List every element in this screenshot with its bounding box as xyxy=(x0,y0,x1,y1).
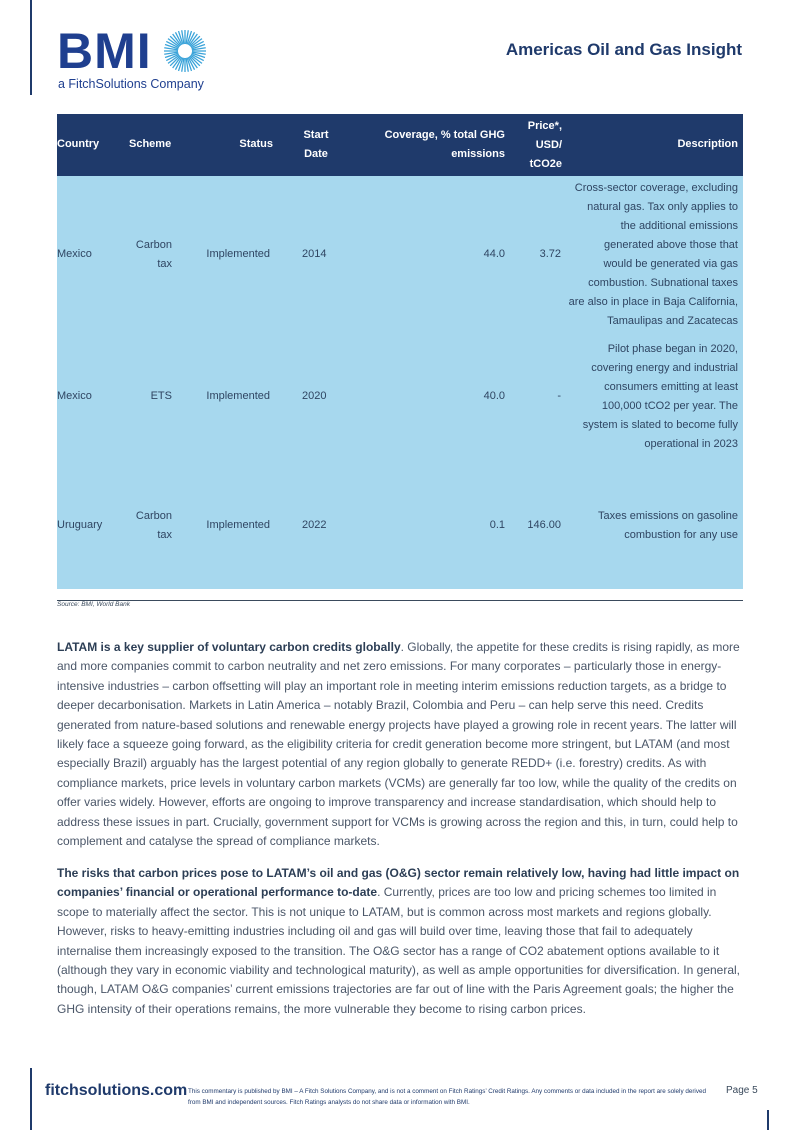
carbon-pricing-table xyxy=(57,114,743,589)
header-status: Status xyxy=(239,138,273,150)
header-country: Country xyxy=(57,138,100,150)
page-edge-line xyxy=(767,1110,769,1130)
cell-scheme: Carbon tax xyxy=(135,510,172,541)
bmi-logo[interactable] xyxy=(57,23,217,94)
cell-scheme: ETS xyxy=(150,390,172,402)
table-source-note: Source: BMI, World Bank xyxy=(57,601,130,608)
paragraph-text: . Currently, prices are too low and pricing schemes too limited in scope to materially affect the sector. This is not unique to LATAM, but is common across most markets and regions globally. However, risks to heavy-emitting industries including oil and gas will build over time, leaving those that fail to adequately internalise them increasingly exposed to the transition. The O&G sector has a range of CO2 abatement options available to it (although they vary in economic viability and technological maturity), as well as ample opportunities for diversification. In general, though, LATAM O&G companies’ current emissions trajectories are far out of line with the Paris Agreement goals; the higher the GHG intensity of their operations remains, the more vulnerable they become to rising carbon prices. xyxy=(57,885,741,1016)
body-paragraph xyxy=(57,638,743,851)
cell-scheme: Carbon tax xyxy=(135,239,172,270)
paragraph-lead: The risks that carbon prices pose to LATAM’s oil and gas (O&G) sector remain relatively low, having had little impact on companies’ financial or operational performance to-date xyxy=(57,866,740,900)
page-edge-line xyxy=(30,1068,32,1130)
cell-country: Mexico xyxy=(57,248,92,260)
cell-price: 146.00 xyxy=(527,519,561,531)
cell-start-date: 2020 xyxy=(302,390,327,402)
paragraph-lead: LATAM is a key supplier of voluntary carbon credits globally xyxy=(57,640,401,654)
cell-status: Implemented xyxy=(206,519,270,531)
table-bottom-rule xyxy=(57,600,743,601)
page-number: Page 5 xyxy=(726,1085,758,1096)
cell-price: - xyxy=(557,390,561,402)
cell-status: Implemented xyxy=(206,248,270,260)
table-header xyxy=(57,114,743,176)
logo-tagline: a FitchSolutions Company xyxy=(58,77,204,91)
cell-start-date: 2014 xyxy=(302,248,327,260)
report-title: Americas Oil and Gas Insight xyxy=(505,40,742,59)
cell-coverage: 40.0 xyxy=(483,390,505,402)
sunburst-logo-icon xyxy=(163,29,207,73)
body-paragraph xyxy=(57,864,743,1019)
logo-wordmark: BMI xyxy=(57,23,152,79)
cell-status: Implemented xyxy=(206,390,270,402)
cell-description: Cross-sector coverage, excluding natural gas. Tax only applies to the additional emissions generated above those that would be generated via gas combustion. Subnational taxes are also in place in Baja California, Tamaulipas and Zacatecas xyxy=(568,182,738,327)
page-edge-line xyxy=(30,0,32,95)
footer-disclaimer: This commentary is published by BMI – A Fitch Solutions Company, and is not a comment on Fitch Ratings’ Credit Ratings. Any comments or data included in the report are solely derived from BMI and independent sources. Fitch Ratings analysts do not share data or information with BMI. xyxy=(188,1088,706,1106)
header-description: Description xyxy=(677,138,738,150)
paragraph-text: . Globally, the appetite for these credits is rising rapidly, as more and more companies commit to carbon neutrality and net zero emissions. For many corporates – particularly those in energy-intensive industries – carbon offsetting will play an important role in meeting interim emissions reduction targets, as a bridge to deeper decarbonisation. Markets in Latin America – notably Brazil, Colombia and Peru – can help serve this need. Credits generated from nature-based solutions and renewable energy projects have played a growing role in recent years. The latter will likely face a squeeze going forward, as the eligibility criteria for credit generation become more stringent, but LATAM (and most especially Brazil) arguably has the largest potential of any region globally to generate REDD+ (i.e. forestry) credits. As with compliance markets, price levels in voluntary carbon markets (VCMs) are generally far too low, while the quality of the credits on offer varies widely. However, efforts are ongoing to improve transparency and increase standardisation, which should help to address these issues in part. Crucially, government support for VCMs is growing across the region and this, in turn, could help to complement and catalyse the spread of compliance markets. xyxy=(57,640,740,849)
cell-coverage: 44.0 xyxy=(483,248,505,260)
table-body xyxy=(57,176,743,589)
cell-country: Uruguary xyxy=(57,519,103,531)
cell-description: Pilot phase began in 2020, covering energy and industrial consumers emitting at least 100,000 tCO2 per year. The system is slated to become fully operational in 2023 xyxy=(582,343,738,450)
header-coverage: Coverage, % total GHG emissions xyxy=(384,129,505,160)
cell-coverage: 0.1 xyxy=(489,519,505,531)
header-scheme: Scheme xyxy=(129,138,172,150)
cell-description: Taxes emissions on gasoline combustion for any use xyxy=(597,510,738,541)
header-start-date: Start Date xyxy=(303,129,329,160)
cell-price: 3.72 xyxy=(539,248,561,260)
footer-site-link[interactable]: fitchsolutions.com xyxy=(45,1082,188,1099)
cell-country: Mexico xyxy=(57,390,92,402)
cell-start-date: 2022 xyxy=(302,519,327,531)
header-price: Price*, USD/ tCO2e xyxy=(527,120,562,170)
